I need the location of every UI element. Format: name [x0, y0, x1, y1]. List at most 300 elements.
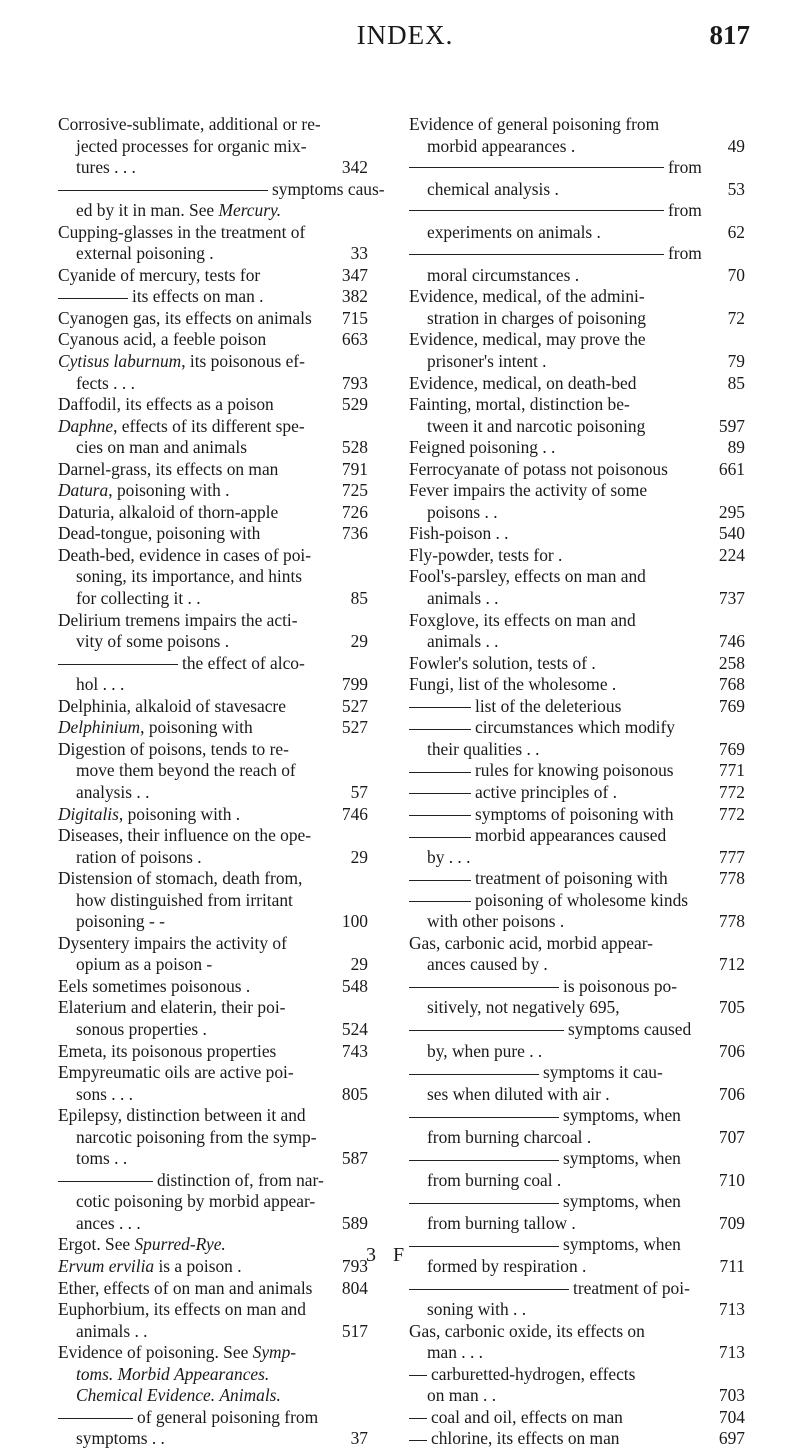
entry-text: [58, 868, 334, 890]
entry-label: by, when pure . .: [427, 1040, 543, 1061]
ditto-rule: [58, 1418, 133, 1419]
entry-label: Diseases, their influence on the ope-: [58, 825, 312, 846]
index-entry-line: [58, 696, 368, 718]
entry-text: [76, 373, 334, 395]
index-entry-line: [58, 825, 368, 847]
page-reference: 715: [341, 307, 368, 328]
entry-label: opium as a poison -: [76, 954, 213, 975]
page-reference: 777: [718, 846, 745, 867]
entry-text: [427, 1342, 711, 1364]
entry-label: Chemical Evidence. Animals.: [76, 1385, 281, 1406]
page-reference: 697: [718, 1428, 745, 1449]
page-reference: 725: [341, 480, 368, 501]
index-entry-line: [409, 1321, 745, 1343]
index-entry-line: [58, 200, 368, 222]
entry-text: [76, 1364, 334, 1386]
entry-text: [409, 329, 711, 351]
ditto-rule: [409, 1117, 559, 1118]
page-reference: 705: [718, 997, 745, 1018]
page-reference: 29: [350, 954, 368, 975]
index-entry-line: [58, 653, 368, 675]
entry-text: [58, 502, 334, 524]
entry-text: [409, 1407, 711, 1429]
entry-label: Death-bed, evidence in cases of poi-: [58, 544, 312, 565]
index-entry-line: [409, 351, 745, 373]
index-entry-line: [58, 459, 368, 481]
ditto-rule: [409, 210, 664, 211]
index-entry-line: [58, 1041, 368, 1063]
entry-text: [58, 997, 334, 1019]
entry-label: morbid appearances .: [427, 135, 576, 156]
index-entry-line: [58, 1213, 368, 1235]
index-entry-line: [409, 933, 745, 955]
index-entry-line: [58, 717, 368, 739]
entry-label: Epilepsy, distinction between it and: [58, 1105, 306, 1126]
entry-label: sonous properties .: [76, 1018, 207, 1039]
page-reference: 49: [727, 135, 745, 156]
entry-label: chemical analysis .: [427, 178, 559, 199]
entry-label: formed by respiration .: [427, 1255, 587, 1276]
index-entry-line: [409, 286, 745, 308]
entry-text: [427, 847, 711, 869]
entry-text: [409, 545, 711, 567]
page-reference: 772: [718, 803, 745, 824]
ditto-rule: [409, 167, 664, 168]
entry-label: from: [668, 200, 702, 221]
ditto-rule: [409, 1418, 427, 1419]
entry-label: Gas, carbonic acid, morbid appear-: [409, 932, 653, 953]
index-entry-line: [409, 1256, 745, 1278]
entry-text: [427, 631, 711, 653]
entry-text: [409, 1148, 711, 1170]
page-reference: 743: [341, 1040, 368, 1061]
index-entry-line: [409, 1148, 745, 1170]
entry-text: [58, 222, 334, 244]
index-entry-line: [409, 739, 745, 761]
page-reference: 793: [341, 1255, 368, 1276]
index-entry-line: [58, 997, 368, 1019]
index-entry-line: [409, 911, 745, 933]
entry-text: [76, 911, 334, 933]
page-reference: 736: [341, 523, 368, 544]
entry-text: [427, 1256, 711, 1278]
index-entry-line: [409, 1105, 745, 1127]
entry-text: [409, 286, 711, 308]
index-entry-line: [409, 1407, 745, 1429]
ditto-rule: [409, 707, 471, 708]
index-entry-line: [409, 1234, 745, 1256]
entry-text: [427, 1041, 711, 1063]
entry-text: [76, 954, 334, 976]
entry-label: tures . . .: [76, 157, 136, 178]
index-entry-line: [58, 437, 368, 459]
entry-text: [58, 1105, 334, 1127]
entry-text: [409, 1062, 711, 1084]
index-entry-line: [409, 847, 745, 869]
entry-label: analysis . .: [76, 781, 150, 802]
entry-label: cotic poisoning by morbid appear-: [76, 1191, 316, 1212]
entry-text: [76, 136, 334, 158]
entry-label: with other poisons .: [427, 911, 565, 932]
entry-label: Fowler's solution, tests of .: [409, 652, 596, 673]
entry-text: [409, 373, 711, 395]
entry-text: [409, 243, 711, 265]
index-entry-line: [58, 1191, 368, 1213]
entry-text: [58, 653, 334, 675]
index-entry-line: [58, 1170, 368, 1192]
entry-label: toms. Morbid Appearances.: [76, 1363, 270, 1384]
index-entry-line: [58, 222, 368, 244]
entry-label: chlorine, its effects on man: [431, 1428, 620, 1449]
page-reference: 712: [718, 954, 745, 975]
page-reference: 524: [341, 1018, 368, 1039]
index-entry-line: [409, 976, 745, 998]
page-reference: 72: [727, 307, 745, 328]
entry-label: experiments on animals .: [427, 221, 601, 242]
entry-label: ses when diluted with air .: [427, 1083, 610, 1104]
index-entry-line: [409, 200, 745, 222]
entry-text: [58, 1299, 334, 1321]
entry-label: from: [668, 157, 702, 178]
index-entry-line: [409, 588, 745, 610]
entry-label: symptoms, when: [563, 1105, 681, 1126]
ditto-rule: [409, 880, 471, 881]
entry-text: [76, 674, 334, 696]
entry-text: [427, 954, 711, 976]
index-entry-line: [58, 1234, 368, 1256]
entry-text: [427, 1170, 711, 1192]
index-entry-line: [58, 157, 368, 179]
index-entry-line: [58, 933, 368, 955]
index-entry-line: [58, 610, 368, 632]
entry-label: from burning tallow .: [427, 1212, 576, 1233]
entry-label: Evidence, medical, may prove the: [409, 329, 646, 350]
page-reference: 713: [718, 1342, 745, 1363]
entry-text: [409, 1191, 711, 1213]
page-reference: 663: [341, 329, 368, 350]
entry-text: [58, 1170, 334, 1192]
entry-text: [409, 760, 711, 782]
entry-label: coal and oil, effects on man: [431, 1406, 623, 1427]
entry-label: Fool's-parsley, effects on man and: [409, 566, 646, 587]
entry-label: hol . . .: [76, 674, 125, 695]
entry-label: its effects on man .: [132, 286, 264, 307]
page-reference: 726: [341, 501, 368, 522]
index-entry-line: [409, 825, 745, 847]
entry-label: cies on man and animals: [76, 437, 247, 458]
entry-text: [76, 1321, 334, 1343]
entry-text: [76, 1019, 334, 1041]
entry-text: [427, 588, 711, 610]
entry-text: [409, 394, 711, 416]
entry-text: [427, 1299, 711, 1321]
entry-label: toms . .: [76, 1148, 128, 1169]
entry-text: [76, 782, 334, 804]
page-reference: 527: [341, 695, 368, 716]
entry-text: [58, 1062, 334, 1084]
entry-text: [58, 265, 334, 287]
entry-text: [409, 480, 711, 502]
ditto-rule: [409, 729, 471, 730]
page-reference: 29: [350, 631, 368, 652]
entry-text: [409, 523, 711, 545]
index-entry-line: [409, 1278, 745, 1300]
entry-label: ances . . .: [76, 1212, 141, 1233]
index-entry-line: [409, 1342, 745, 1364]
entry-label: vity of some poisons .: [76, 631, 230, 652]
entry-label: Cytisus laburnum, its poisonous ef-: [58, 351, 305, 372]
index-entry-line: [409, 1170, 745, 1192]
index-entry-line: [409, 868, 745, 890]
entry-label: fects . . .: [76, 372, 135, 393]
entry-label: treatment of poi-: [573, 1277, 690, 1298]
entry-label: Darnel-grass, its effects on man: [58, 458, 279, 479]
entry-text: [58, 1342, 334, 1364]
entry-text: [76, 1428, 334, 1450]
page-reference: 711: [719, 1255, 745, 1276]
index-entry-line: [58, 265, 368, 287]
entry-text: [409, 1234, 711, 1256]
entry-label: symptoms caus-: [272, 178, 385, 199]
entry-text: [409, 566, 711, 588]
index-entry-line: [58, 1364, 368, 1386]
index-entry-line: [58, 782, 368, 804]
entry-label: moral circumstances .: [427, 264, 580, 285]
index-entry-line: [58, 1148, 368, 1170]
index-entry-line: [409, 394, 745, 416]
entry-label: Daphne, effects of its different spe-: [58, 415, 305, 436]
index-entry-line: [58, 1105, 368, 1127]
entry-text: [427, 179, 711, 201]
entry-label: soning with . .: [427, 1299, 527, 1320]
entry-label: Empyreumatic oils are active poi-: [58, 1062, 294, 1083]
entry-text: [409, 782, 711, 804]
index-entry-line: [58, 1299, 368, 1321]
entry-label: from: [668, 243, 702, 264]
index-entry-line: [58, 1428, 368, 1450]
page-reference: 709: [718, 1212, 745, 1233]
index-entry-line: [409, 631, 745, 653]
page-reference: 33: [350, 243, 368, 264]
page-reference: 706: [718, 1040, 745, 1061]
index-entry-line: [58, 308, 368, 330]
page-reference: 791: [341, 458, 368, 479]
page-reference: 587: [341, 1148, 368, 1169]
entry-label: poisoning of wholesome kinds: [475, 889, 689, 910]
entry-text: [409, 868, 711, 890]
entry-label: Cupping-glasses in the treatment of: [58, 221, 306, 242]
entry-text: [58, 416, 334, 438]
ditto-rule: [409, 837, 471, 838]
entry-label: Evidence of poisoning. See Symp-: [58, 1342, 297, 1363]
page-reference: 710: [718, 1169, 745, 1190]
index-entry-line: [409, 804, 745, 826]
entry-label: list of the deleterious: [475, 695, 622, 716]
page-reference: 597: [718, 415, 745, 436]
index-entry-line: [409, 222, 745, 244]
page-reference: 37: [350, 1428, 368, 1449]
index-entry-line: [58, 178, 385, 201]
page-reference: 295: [718, 501, 745, 522]
entry-label: Corrosive-sublimate, additional or re-: [58, 114, 321, 134]
entry-text: [76, 157, 334, 179]
entry-text: [409, 825, 711, 847]
entry-text: [427, 222, 711, 244]
page-reference: 224: [718, 544, 745, 565]
page-reference: 778: [718, 868, 745, 889]
index-entry-line: [58, 1321, 368, 1343]
entry-text: [427, 502, 711, 524]
entry-text: [58, 976, 334, 998]
entry-label: for collecting it . .: [76, 588, 201, 609]
page-reference: 258: [718, 652, 745, 673]
page-header: [60, 20, 750, 70]
entry-label: symptoms caused: [568, 1018, 692, 1039]
entry-text: [76, 1148, 334, 1170]
entry-text: [409, 437, 711, 459]
entry-text: [409, 200, 711, 222]
entry-label: Evidence, medical, of the admini-: [409, 286, 645, 307]
ditto-rule: [409, 1160, 559, 1161]
page-reference: 737: [718, 588, 745, 609]
entry-label: from burning coal .: [427, 1169, 562, 1190]
entry-text: [76, 1191, 334, 1213]
page-reference: 382: [341, 286, 368, 307]
page-reference: 661: [718, 458, 745, 479]
entry-text: [427, 997, 711, 1019]
index-entry-line: [409, 459, 745, 481]
ditto-rule: [409, 1440, 427, 1441]
page-reference: 529: [341, 394, 368, 415]
entry-label: Dead-tongue, poisoning with: [58, 523, 261, 544]
ditto-rule: [409, 815, 471, 816]
index-entry-line: [409, 1127, 745, 1149]
signature-mark: 3 F: [366, 1244, 411, 1266]
entry-label: animals . .: [427, 631, 499, 652]
index-entry-line: [58, 114, 368, 136]
index-entry-line: [58, 1385, 368, 1407]
ditto-rule: [58, 190, 268, 191]
entry-label: Feigned poisoning . .: [409, 437, 556, 458]
entry-text: [76, 631, 334, 653]
entry-text: [427, 1385, 711, 1407]
ditto-rule: [58, 664, 178, 665]
running-title: INDEX.: [356, 20, 454, 50]
ditto-rule: [409, 901, 471, 902]
page-reference: 768: [718, 674, 745, 695]
ditto-rule: [409, 772, 471, 773]
entry-label: animals . .: [427, 588, 499, 609]
index-entry-line: [58, 1019, 368, 1041]
index-entry-line: [409, 653, 745, 675]
index-entry-line: [58, 911, 368, 933]
page-reference: 347: [341, 264, 368, 285]
index-entry-line: [58, 566, 368, 588]
entry-text: [58, 523, 334, 545]
ditto-rule: [58, 1181, 153, 1182]
index-entry-line: [58, 1407, 368, 1429]
entry-text: [427, 1127, 711, 1149]
entry-label: Fever impairs the activity of some: [409, 480, 648, 501]
entry-label: Gas, carbonic oxide, its effects on: [409, 1320, 645, 1341]
entry-text: [76, 1127, 334, 1149]
entry-text: [409, 1019, 711, 1041]
ditto-rule: [409, 793, 471, 794]
index-entry-line: [409, 114, 745, 136]
index-entry-line: [58, 890, 368, 912]
entry-text: [58, 1278, 334, 1300]
index-entry-line: [409, 610, 745, 632]
ditto-rule: [409, 987, 559, 988]
entry-text: [409, 1105, 711, 1127]
page-reference: 85: [350, 588, 368, 609]
ditto-rule: [409, 1203, 559, 1204]
entry-label: prisoner's intent .: [427, 351, 547, 372]
entry-text: [409, 114, 711, 136]
entry-text: [58, 696, 334, 718]
entry-label: symptoms, when: [563, 1148, 681, 1169]
page-reference: 62: [727, 221, 745, 242]
entry-label: Emeta, its poisonous properties: [58, 1040, 277, 1061]
entry-text: [58, 114, 334, 136]
page-reference: 527: [341, 717, 368, 738]
entry-label: Distension of stomach, death from,: [58, 868, 303, 889]
entry-text: [76, 588, 334, 610]
index-entry-line: [409, 1299, 745, 1321]
entry-text: [409, 1364, 711, 1386]
entry-label: Fainting, mortal, distinction be-: [409, 394, 630, 415]
entry-text: [76, 243, 334, 265]
entry-text: [58, 480, 334, 502]
entry-text: [58, 179, 385, 201]
entry-text: [58, 351, 334, 373]
index-entry-line: [409, 1062, 745, 1084]
page-reference: 540: [718, 523, 745, 544]
entry-text: [409, 653, 711, 675]
entry-label: stration in charges of poisoning: [427, 307, 646, 328]
index-entry-line: [58, 868, 368, 890]
entry-label: of general poisoning from: [137, 1406, 319, 1427]
entry-label: carburetted-hydrogen, effects: [431, 1363, 636, 1384]
entry-label: how distinguished from irritant: [76, 889, 293, 910]
entry-label: Evidence of general poisoning from: [409, 114, 660, 134]
ditto-rule: [409, 1246, 559, 1247]
index-entry-line: [409, 566, 745, 588]
entry-label: sitively, not negatively 695,: [427, 997, 620, 1018]
index-entry-line: [409, 437, 745, 459]
index-entry-line: [58, 954, 368, 976]
index-entry-line: [58, 373, 368, 395]
index-entry-line: [58, 1278, 368, 1300]
index-entry-line: [58, 1256, 368, 1278]
index-entry-line: [409, 717, 745, 739]
entry-text: [427, 1084, 711, 1106]
ditto-rule: [409, 1375, 427, 1376]
entry-label: man . . .: [427, 1342, 484, 1363]
index-entry-line: [409, 545, 745, 567]
entry-label: Delirium tremens impairs the acti-: [58, 609, 298, 630]
page-reference: 778: [718, 911, 745, 932]
entry-label: Ervum ervilia is a poison .: [58, 1255, 242, 1276]
entry-label: morbid appearances caused: [475, 825, 667, 846]
entry-text: [409, 674, 711, 696]
page-reference: 746: [718, 631, 745, 652]
index-entry-line: [58, 847, 368, 869]
page-reference: 707: [718, 1126, 745, 1147]
entry-label: sons . . .: [76, 1083, 134, 1104]
entry-text: [409, 933, 711, 955]
page-reference: 342: [341, 157, 368, 178]
